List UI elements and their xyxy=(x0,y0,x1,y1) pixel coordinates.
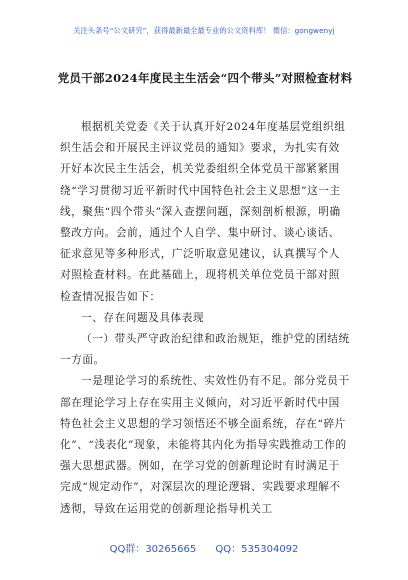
qq-number: QQ：535304092 xyxy=(215,544,299,555)
document-body xyxy=(60,117,350,520)
footer-contact xyxy=(0,540,408,555)
intro-paragraph: 根据机关党委《关于认真开好2024年度基层党组织组织生活会和开展民主评议党员的通知》要求，为扎实有效开好本次民主生活会，机关党委组织全体党员干部紧紧围绕“学习贯彻习近平新时代中国特色社会主义思想”这一主线，聚焦“四个带头”深入查摆问题，深刻剖析根源，明确整改方向。会前，通过个人自学、集中研讨、谈心谈话、征求意见等多种形式，广泛听取意见建议，认真撰写个人对照检查材料。在此基础上，现将机关单位党员干部对照检查情况报告如下： xyxy=(60,121,346,303)
section-heading: 一、存在问题及具体表现 xyxy=(81,311,205,324)
subsection-heading: （一）带头严守政治纪律和政治规矩，维护党的团结统一方面。 xyxy=(60,333,350,367)
promo-banner: 关注头条号“公文研究”，获得最新最全最专业的公文资料库！ 微信：gongwenyj xyxy=(73,26,335,35)
qq-group: QQ群：30265665 xyxy=(109,544,197,555)
body-paragraph: 一是理论学习的系统性、实效性仍有不足。部分党员干部在理论学习上存在实用主义倾向，对习近平新时代中国特色社会主义思想的学习领悟还不够全面系统，存在“碎片化”、“浅表化”现象，未能将其内化为指导实践推动工作的强大思想武器。例如，在学习党的创新理论时有时满足于完成“规定动作”，对深层次的理论逻辑、实践要求理解不透彻，导致在运用党的创新理论指导机关工 xyxy=(60,375,350,515)
document-title: 党员干部2024年度民主生活会“四个带头”对照检查材料 xyxy=(57,71,353,85)
